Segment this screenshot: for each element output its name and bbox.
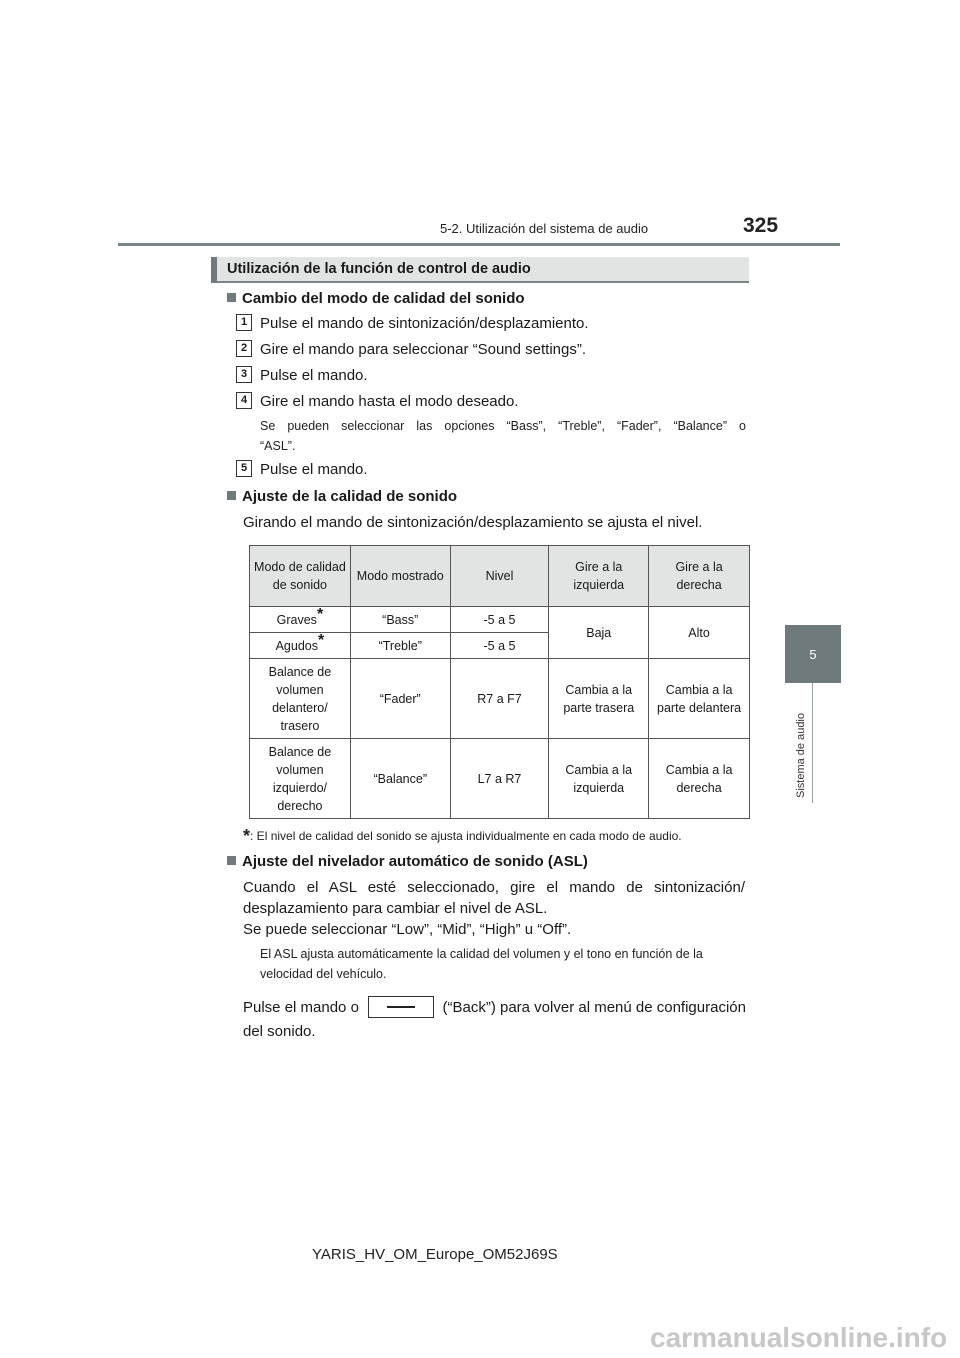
step-number-1: 1: [236, 314, 252, 331]
table-footnote: [243, 826, 682, 846]
table-header-cell: Nivel: [450, 546, 549, 607]
table-cell-mode: [250, 633, 351, 659]
footnote-asterisk: *: [243, 826, 251, 846]
table-cell: Balance de volumen izquierdo/ derecho: [250, 739, 351, 819]
asl-note-line2: velocidad del vehículo.: [260, 967, 387, 981]
table-cell: “Fader”: [350, 659, 450, 739]
table-cell-mode: [250, 607, 351, 633]
bullet-square-icon: [227, 491, 236, 500]
table-header-cell: Modo de calidad de sonido: [250, 546, 351, 607]
subheading-asl: [227, 853, 588, 870]
step-text-5: Pulse el mando.: [260, 461, 368, 478]
step-text-3: Pulse el mando.: [260, 367, 368, 384]
chapter-tab: [785, 625, 841, 683]
back-instruction-line1: [243, 996, 746, 1018]
back-instruction-line2: del sonido.: [243, 1023, 316, 1040]
table-cell: Cambia a la parte trasera: [549, 659, 649, 739]
table-header-cell: Modo mostrado: [350, 546, 450, 607]
sound-quality-table: [249, 545, 750, 819]
bullet-square-icon: [227, 856, 236, 865]
step-number-3: 3: [236, 366, 252, 383]
table-row: [250, 739, 750, 819]
asl-text-line1: Cuando el ASL esté seleccionado, gire el mando de sintonización/: [243, 879, 745, 896]
header-section-title: 5-2. Utilización del sistema de audio: [440, 221, 649, 236]
table-header-row: [250, 546, 750, 607]
table-cell: “Balance”: [350, 739, 450, 819]
back-instruction-after: (“Back”) para volver al menú de configuración: [442, 998, 746, 1016]
step-number-4: 4: [236, 392, 252, 409]
watermark: carmanualsonline.info: [650, 1322, 948, 1353]
subheading-text: Ajuste del nivelador automático de sonido (ASL): [242, 853, 588, 870]
table-cell: L7 a R7: [450, 739, 549, 819]
sound-quality-description: Girando el mando de sintonización/desplazamiento se ajusta el nivel.: [243, 514, 703, 531]
footnote-text: : El nivel de calidad del sonido se ajusta individualmente en cada modo de audio.: [250, 829, 682, 843]
note-selectable-options-line2: “ASL”.: [260, 439, 296, 453]
table-cell: “Treble”: [350, 633, 450, 659]
table-cell: Cambia a la parte delantera: [649, 659, 750, 739]
step-text-2: Gire el mando para seleccionar “Sound settings”.: [260, 341, 587, 358]
step-number-5: 5: [236, 460, 252, 477]
chapter-label: [793, 690, 813, 800]
table-cell: Cambia a la derecha: [649, 739, 750, 819]
table-header-cell: Gire a la derecha: [649, 546, 750, 607]
table-row: [250, 659, 750, 739]
subheading-sound-quality: [227, 488, 457, 505]
page-number: 325: [743, 214, 779, 237]
table-cell: “Bass”: [350, 607, 450, 633]
step-text-1: Pulse el mando de sintonización/desplazamiento.: [260, 315, 589, 332]
header-rule: [118, 243, 840, 246]
table-cell: Cambia a la izquierda: [549, 739, 649, 819]
asterisk-mark: *: [318, 631, 325, 649]
table-header-cell: Gire a la izquierda: [549, 546, 649, 607]
asl-text-line3: Se puede seleccionar “Low”, “Mid”, “High” u “Off”.: [243, 921, 572, 938]
table-cell: -5 a 5: [450, 633, 549, 659]
table-cell: Baja: [549, 607, 649, 659]
back-instruction-before: Pulse el mando o: [243, 998, 359, 1016]
bullet-square-icon: [227, 293, 236, 302]
table-cell: Alto: [649, 607, 750, 659]
subheading-text: Ajuste de la calidad de sonido: [242, 488, 458, 505]
table-cell: Balance de volumen delantero/ trasero: [250, 659, 351, 739]
subheading-text: Cambio del modo de calidad del sonido: [242, 290, 525, 307]
footer-document-code: YARIS_HV_OM_Europe_OM52J69S: [312, 1246, 558, 1263]
note-selectable-options-line1: Se pueden seleccionar las opciones “Bass”, “Treble”, “Fader”, “Balance” o: [260, 419, 746, 433]
step-text-4: Gire el mando hasta el modo deseado.: [260, 393, 519, 410]
table-row: [250, 607, 750, 633]
cell-text: Agudos: [275, 638, 318, 653]
cell-text: Graves: [276, 612, 317, 627]
section-title-bar: [211, 257, 749, 283]
chapter-tab-number: 5: [809, 647, 817, 662]
step-number-2: 2: [236, 340, 252, 357]
chapter-label-text: Sistema de audio: [795, 713, 807, 798]
asl-text-line2: desplazamiento para cambiar el nivel de ASL.: [243, 900, 548, 917]
table-cell: R7 a F7: [450, 659, 549, 739]
table-cell: -5 a 5: [450, 607, 549, 633]
section-title: Utilización de la función de control de audio: [227, 261, 531, 277]
subheading-sound-mode: [227, 290, 525, 307]
asterisk-mark: *: [316, 605, 324, 623]
back-button-icon: [368, 996, 434, 1018]
asl-note-line1: El ASL ajusta automáticamente la calidad del volumen y el tono en función de la: [260, 947, 703, 961]
